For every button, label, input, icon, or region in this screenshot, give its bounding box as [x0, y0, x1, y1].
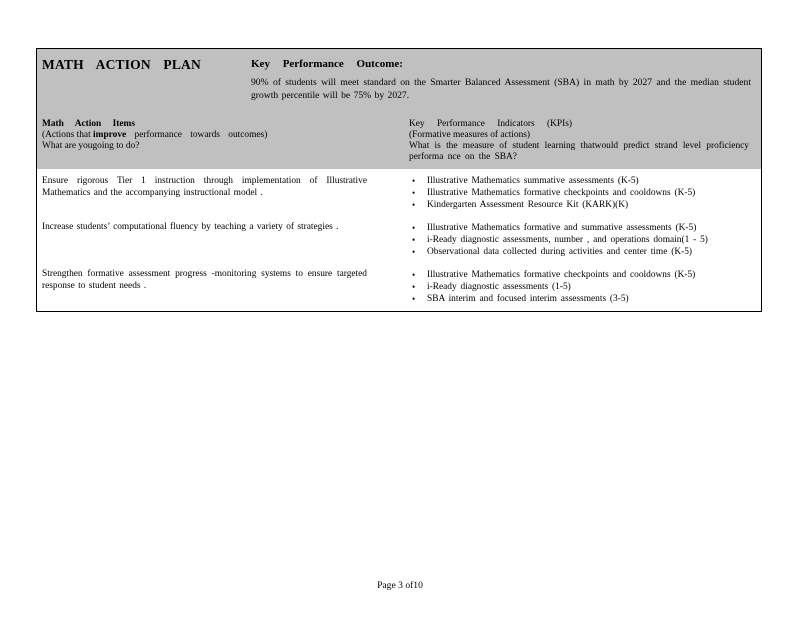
plan-title: MATH ACTION PLAN	[42, 57, 201, 72]
key-performance-outcome-label: Key Performance Outcome:	[251, 58, 403, 70]
action-item-2: Increase students’ computational fluency by teaching a variety of strategies .	[42, 222, 339, 232]
kpi-heading: Key Performance Indicators (KPIs)	[409, 119, 573, 129]
kpi-item: • Illustrative Mathematics formative checkpoints and cooldowns (K-5)	[412, 269, 758, 281]
kpi-item: • Illustrative Mathematics summative assessments (K-5)	[412, 175, 758, 187]
kpi-subheading: (Formative measures of actions)	[409, 130, 531, 140]
kpi-question: What is the measure of student learning thatwould predict strand level proficiency performa nce on the SBA?	[409, 141, 749, 162]
action-items-question: What are yougoing to do?	[42, 141, 140, 151]
kpi-item: • SBA interim and focused interim assessments (3-5)	[412, 293, 758, 305]
page-number: Page 3 of10	[377, 580, 423, 591]
kpi-item: • i-Ready diagnostic assessments (1-5)	[412, 281, 758, 293]
action-item-1: Ensure rigorous Tier 1 instruction through implementation of Illustrative Mathematics and the accompanying instructional model .	[42, 176, 367, 198]
kpi-item: • Observational data collected during activities and center time (K-5)	[412, 246, 758, 258]
kpi-list-3	[412, 269, 758, 305]
action-items-heading: Math Action Items	[42, 119, 135, 129]
action-items-header	[42, 119, 372, 152]
kpi-list-1	[412, 175, 758, 211]
kpi-header	[409, 119, 749, 163]
action-items-subheading	[42, 130, 372, 141]
plan-header-band	[37, 49, 761, 169]
key-performance-outcome-text: 90% of students will meet standard on the Smarter Balanced Assessment (SBA) in math by 2027 and the median student growth percentile will be 75% by 2027.	[251, 77, 751, 101]
action-item-3: Strengthen formative assessment progress -monitoring systems to ensure targeted response to student needs .	[42, 269, 367, 291]
kpi-item: • i-Ready diagnostic assessments, number , and operations domain(1 - 5)	[412, 234, 758, 246]
kpi-list-2	[412, 222, 758, 258]
kpi-item: • Illustrative Mathematics formative and summative assessments (K-5)	[412, 222, 758, 234]
plan-rows	[37, 169, 761, 311]
action-items-subheading-bold: improve	[93, 130, 127, 140]
math-action-plan-table	[36, 48, 762, 312]
kpi-item: • Kindergarten Assessment Resource Kit (KARK)(K)	[412, 199, 758, 211]
action-items-subheading-post: performance towards outcomes)	[126, 130, 268, 140]
kpi-item: • Illustrative Mathematics formative checkpoints and cooldowns (K-5)	[412, 187, 758, 199]
action-items-subheading-pre: (Actions that	[42, 130, 94, 140]
